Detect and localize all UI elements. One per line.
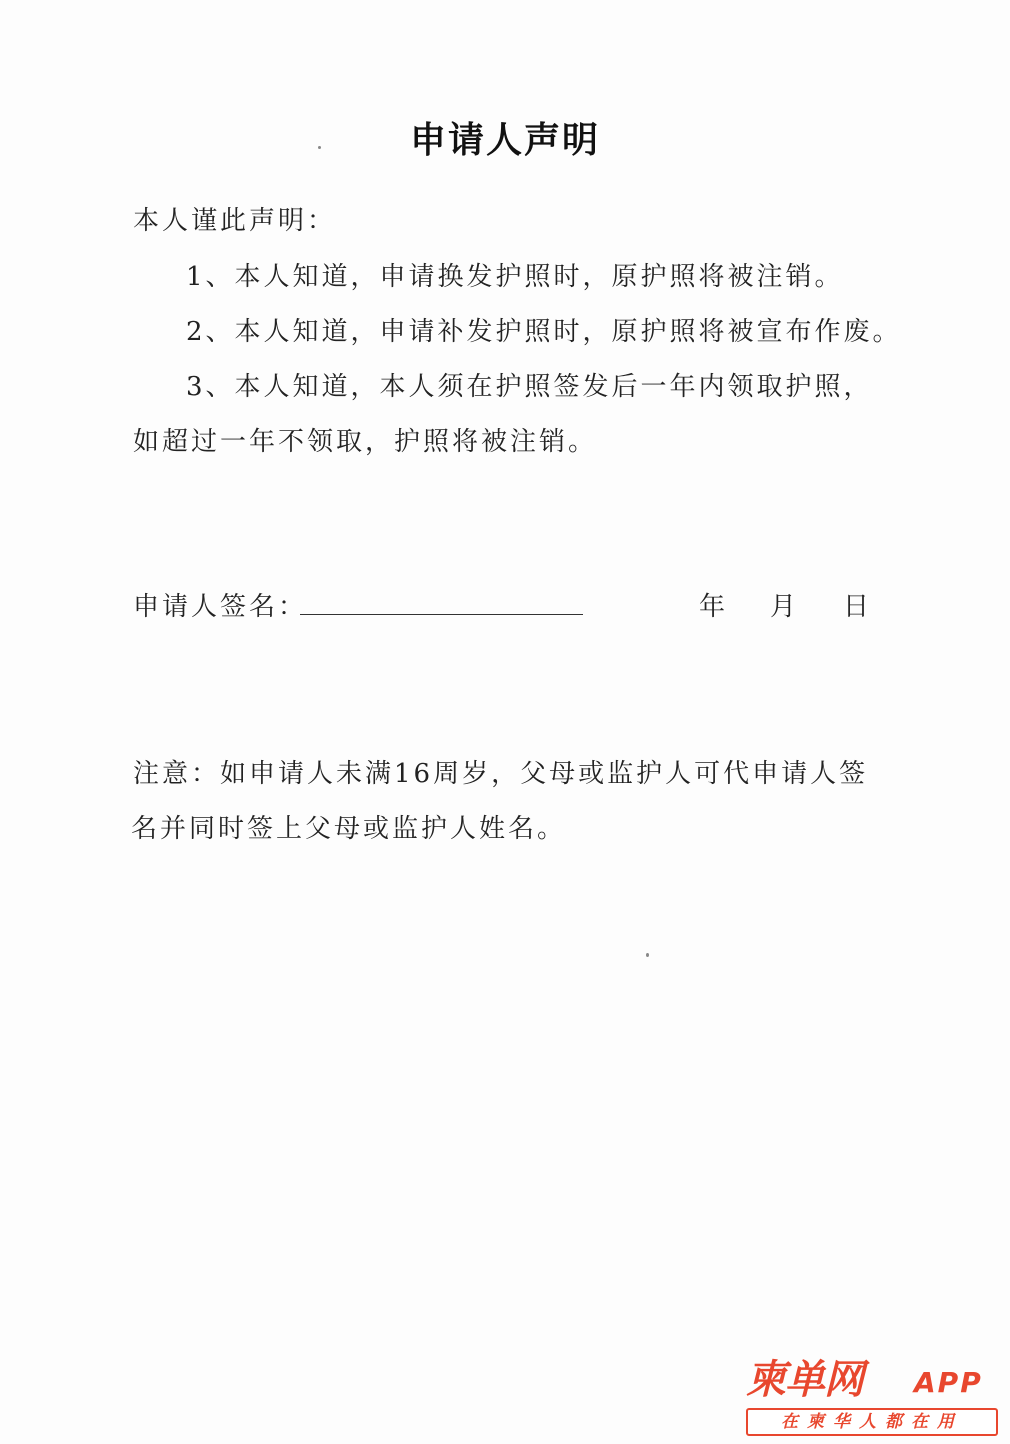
watermark-logo xyxy=(746,1358,1002,1438)
date-month-label: 月 xyxy=(770,592,800,622)
declaration-item-2: 2、本人知道，申请补发护照时，原护照将被宣布作废。 xyxy=(186,317,902,347)
page-title: 申请人声明 xyxy=(409,119,600,161)
watermark-brand: 柬单网 xyxy=(746,1357,863,1403)
signature-line xyxy=(300,614,583,615)
watermark-app-label: APP xyxy=(914,1366,983,1399)
declaration-item-1: 1、本人知道，申请换发护照时，原护照将被注销。 xyxy=(186,262,844,292)
declaration-item-3: 3、本人知道，本人须在护照签发后一年内领取护照， xyxy=(186,372,873,402)
watermark-slogan: 在柬华人都在用 xyxy=(781,1412,963,1432)
date-day-label: 日 xyxy=(843,592,873,622)
watermark-slogan-box xyxy=(746,1408,998,1436)
scan-speck xyxy=(318,146,321,149)
note-line-2: 名并同时签上父母或监护人姓名。 xyxy=(131,814,567,844)
date-year-label: 年 xyxy=(699,592,729,622)
declaration-intro: 本人谨此声明： xyxy=(133,206,337,236)
declaration-item-3-continued: 如超过一年不领取，护照将被注销。 xyxy=(133,427,598,457)
note-line-1: 注意：如申请人未满16周岁，父母或监护人可代申请人签 xyxy=(133,759,869,789)
scan-speck xyxy=(646,953,649,957)
signature-label: 申请人签名： xyxy=(133,592,308,622)
